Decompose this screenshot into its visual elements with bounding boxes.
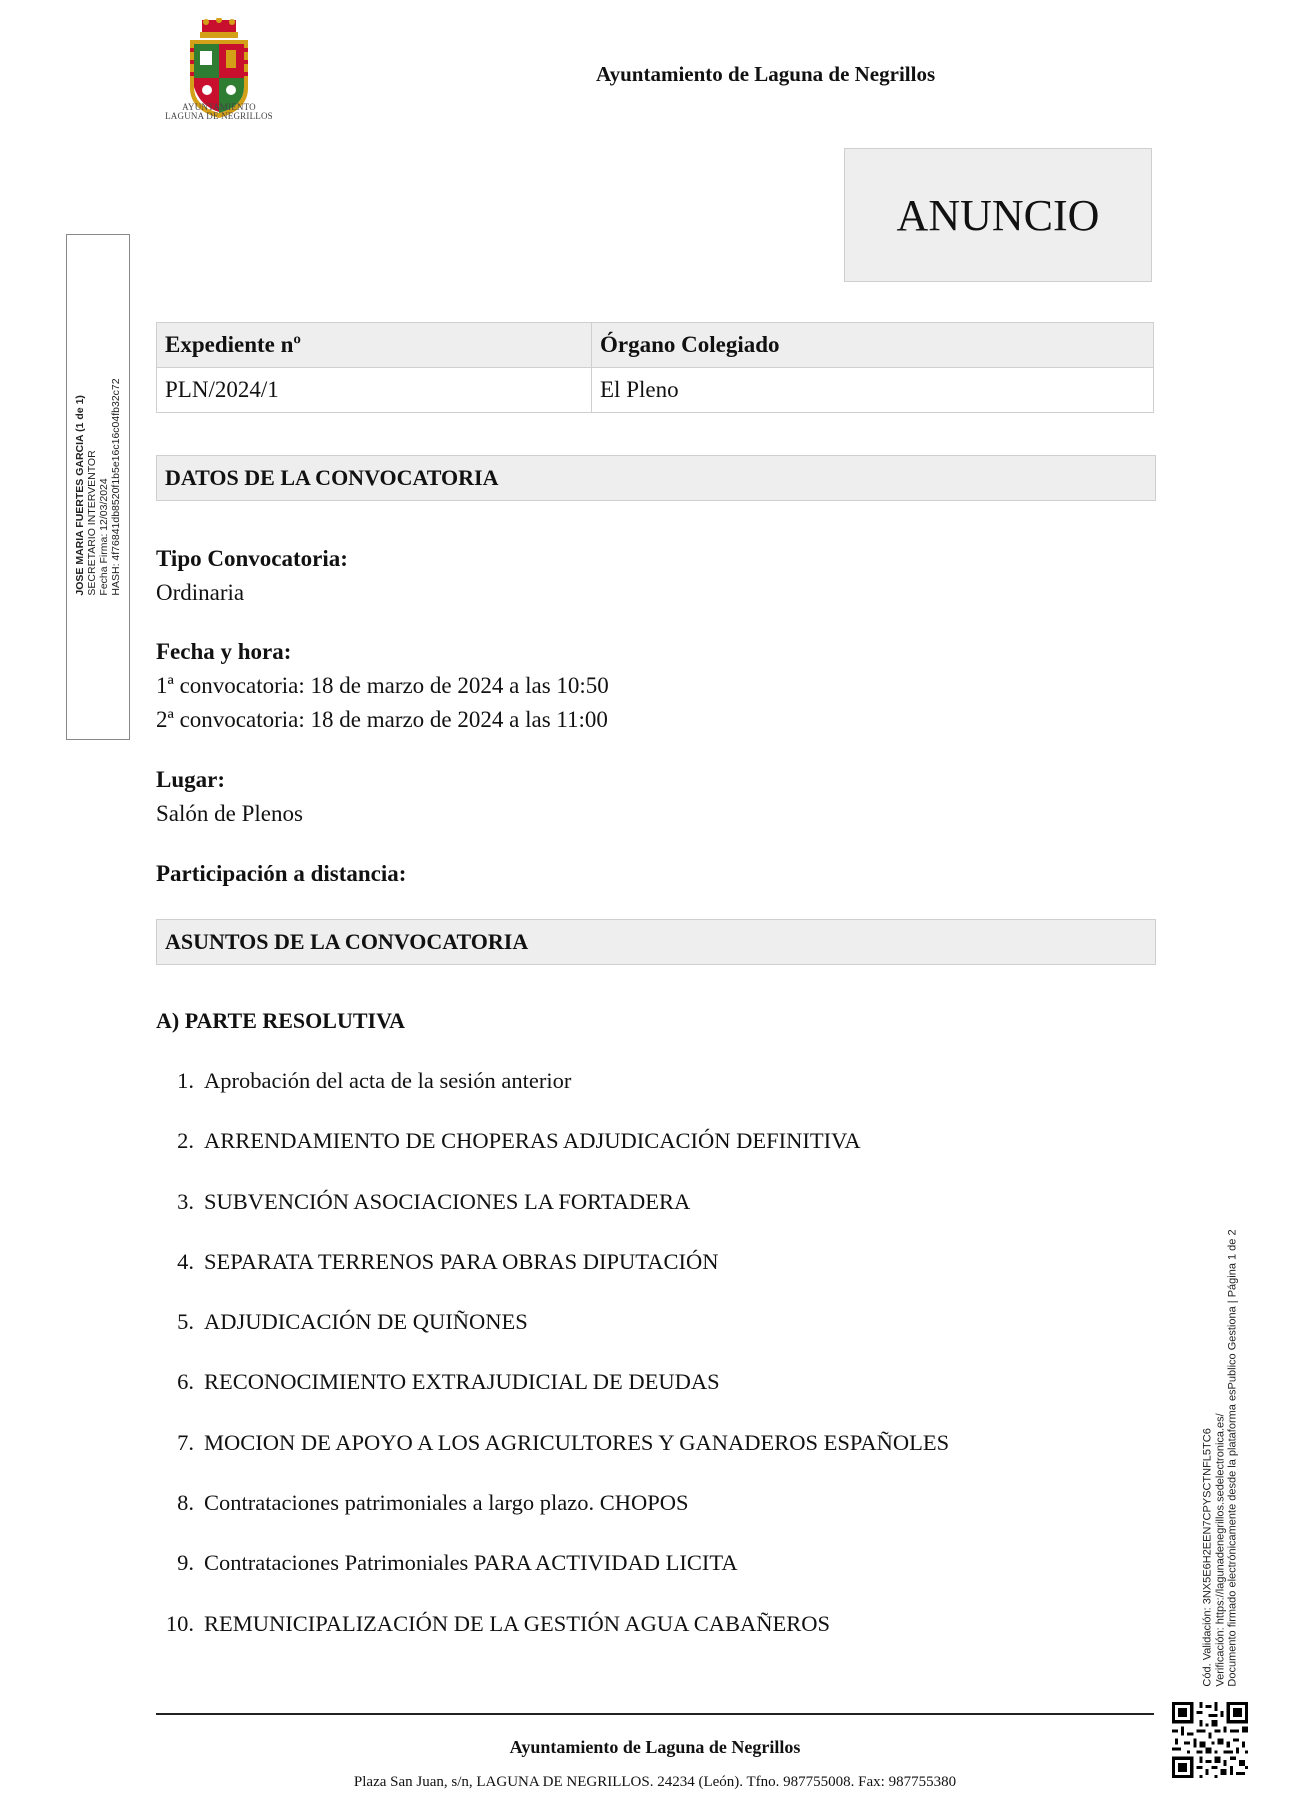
item-number: 2. bbox=[177, 1128, 194, 1154]
item-number: 7. bbox=[177, 1429, 194, 1455]
signer-role: SECRETARIO INTERVENTOR bbox=[86, 450, 98, 596]
footer-title: Ayuntamiento de Laguna de Negrillos bbox=[509, 1737, 801, 1757]
item-text: SUBVENCIÓN ASOCIACIONES LA FORTADERA bbox=[204, 1188, 691, 1214]
validation-code: Cód. Validación: 3NX5E6H2EEN7CPYSCTNFL5TC6 bbox=[1201, 1428, 1214, 1687]
signature-hash: HASH: 4f76841db8520f1b5e16c16c04fb32c72 bbox=[110, 378, 122, 596]
list-item bbox=[156, 1611, 1096, 1671]
item-text: RECONOCIMIENTO EXTRAJUDICIAL DE DEUDAS bbox=[204, 1369, 720, 1395]
validation-text bbox=[1201, 1229, 1239, 1686]
table-row bbox=[157, 368, 1154, 413]
announcement-title: ANUNCIO bbox=[896, 190, 1100, 240]
item-number: 3. bbox=[177, 1188, 194, 1214]
item-text: REMUNICIPALIZACIÓN DE LA GESTIÓN AGUA CABAÑEROS bbox=[204, 1610, 831, 1636]
item-text: ARRENDAMIENTO DE CHOPERAS ADJUDICACIÓN DEFINITIVA bbox=[204, 1128, 861, 1154]
list-item bbox=[156, 1249, 1096, 1309]
list-item bbox=[156, 1128, 1096, 1188]
signed-note: Documento firmado electrónicamente desde la plataforma esPublico Gestiona | Página 1 de 2 bbox=[1226, 1229, 1239, 1687]
item-number: 6. bbox=[177, 1369, 194, 1395]
list-item bbox=[156, 1490, 1096, 1550]
parte-resolutiva-title: A) PARTE RESOLUTIVA bbox=[156, 1008, 406, 1033]
list-item bbox=[156, 1309, 1096, 1369]
footer-divider bbox=[156, 1713, 1154, 1715]
list-item bbox=[156, 1189, 1096, 1249]
item-text: SEPARATA TERRENOS PARA OBRAS DIPUTACIÓN bbox=[204, 1248, 719, 1274]
item-number: 9. bbox=[177, 1550, 194, 1576]
organo-value: El Pleno bbox=[592, 368, 1154, 413]
item-number: 1. bbox=[177, 1068, 194, 1093]
list-item bbox=[156, 1369, 1096, 1429]
signature-panel bbox=[66, 234, 130, 740]
announcement-box bbox=[844, 148, 1152, 282]
item-text: Contrataciones patrimoniales a largo plazo. CHOPOS bbox=[204, 1490, 689, 1516]
section-datos: DATOS DE LA CONVOCATORIA bbox=[156, 455, 1156, 501]
logo-text-line1: AYUNTAMIENTO bbox=[182, 102, 256, 112]
item-number: 8. bbox=[177, 1490, 194, 1516]
logo-text-line2: LAGUNA DE NEGRILLOS bbox=[165, 111, 273, 121]
footer-address: Plaza San Juan, s/n, LAGUNA DE NEGRILLOS. 24234 (León). Tfno. 987755008. Fax: 987755380 bbox=[353, 1774, 957, 1790]
item-text: ADJUDICACIÓN DE QUIÑONES bbox=[204, 1309, 528, 1335]
expediente-value: PLN/2024/1 bbox=[157, 368, 592, 413]
fecha-label: Fecha y hora: bbox=[156, 639, 292, 664]
lugar-value: Salón de Plenos bbox=[156, 801, 303, 826]
item-text: MOCION DE APOYO A LOS AGRICULTORES Y GANADEROS ESPAÑOLES bbox=[204, 1429, 950, 1455]
list-item bbox=[156, 1550, 1096, 1610]
table-header-row bbox=[157, 323, 1154, 368]
verification-url: Verificación: https://lagunadenegrillos.sedelectronica.es/ bbox=[1213, 1413, 1226, 1687]
tipo-label: Tipo Convocatoria: bbox=[156, 546, 348, 571]
item-number: 4. bbox=[177, 1248, 194, 1274]
agenda-list bbox=[156, 1068, 1096, 1671]
tipo-value: Ordinaria bbox=[156, 580, 245, 605]
fecha-segunda: 2ª convocatoria: 18 de marzo de 2024 a las 11:00 bbox=[156, 707, 608, 732]
item-text: Aprobación del acta de la sesión anterior bbox=[204, 1068, 572, 1093]
qr-code-icon bbox=[1172, 1702, 1248, 1778]
participacion-label: Participación a distancia: bbox=[156, 861, 407, 886]
section-asuntos: ASUNTOS DE LA CONVOCATORIA bbox=[156, 919, 1156, 965]
list-item bbox=[156, 1068, 1096, 1128]
item-number: 10. bbox=[165, 1610, 194, 1636]
lugar-label: Lugar: bbox=[156, 767, 225, 792]
header-expediente: Expediente nº bbox=[157, 323, 592, 368]
item-number: 5. bbox=[177, 1309, 194, 1335]
header-organo: Órgano Colegiado bbox=[592, 323, 1154, 368]
fecha-primera: 1ª convocatoria: 18 de marzo de 2024 a las 10:50 bbox=[156, 673, 609, 698]
list-item bbox=[156, 1430, 1096, 1490]
item-text: Contrataciones Patrimoniales PARA ACTIVIDAD LICITA bbox=[204, 1550, 738, 1576]
expediente-table bbox=[156, 322, 1154, 413]
header-title: Ayuntamiento de Laguna de Negrillos bbox=[596, 62, 936, 86]
signature-date: Fecha Firma: 12/03/2024 bbox=[98, 478, 110, 596]
signer-name: JOSE MARIA FUERTES GARCIA (1 de 1) bbox=[74, 395, 86, 596]
signature-text bbox=[74, 378, 122, 595]
